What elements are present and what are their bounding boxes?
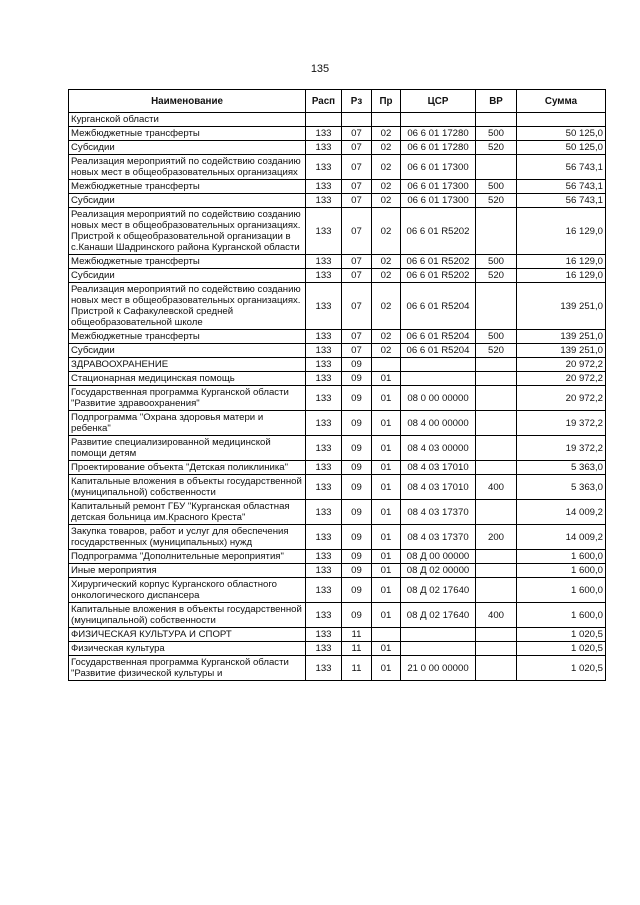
cell-sum: 139 251,0 [517, 330, 606, 344]
cell-csr: 06 6 01 R5202 [401, 269, 476, 283]
cell-pr: 02 [372, 269, 401, 283]
cell-rz: 09 [342, 525, 372, 550]
cell-rz: 07 [342, 180, 372, 194]
cell-vr [476, 358, 517, 372]
cell-rz: 09 [342, 358, 372, 372]
cell-rasp: 133 [306, 461, 342, 475]
cell-csr: 06 6 01 R5204 [401, 344, 476, 358]
cell-pr: 01 [372, 411, 401, 436]
cell-pr: 02 [372, 344, 401, 358]
cell-vr [476, 386, 517, 411]
cell-name: Субсидии [69, 344, 306, 358]
cell-name: Субсидии [69, 141, 306, 155]
cell-csr: 08 4 03 17010 [401, 461, 476, 475]
cell-rz: 07 [342, 141, 372, 155]
cell-name: Межбюджетные трансферты [69, 255, 306, 269]
cell-vr: 500 [476, 330, 517, 344]
table-row [69, 255, 606, 269]
header-rz: Рз [342, 90, 372, 113]
cell-name: Физическая культура [69, 642, 306, 656]
cell-rasp: 133 [306, 656, 342, 681]
cell-rz: 11 [342, 656, 372, 681]
cell-name: Межбюджетные трансферты [69, 330, 306, 344]
cell-sum: 20 972,2 [517, 358, 606, 372]
cell-csr [401, 642, 476, 656]
cell-csr [401, 628, 476, 642]
cell-csr [401, 372, 476, 386]
cell-pr: 01 [372, 525, 401, 550]
table-row [69, 330, 606, 344]
cell-rasp: 133 [306, 141, 342, 155]
cell-name: Подпрограмма "Дополнительные мероприятия" [69, 550, 306, 564]
cell-pr: 01 [372, 386, 401, 411]
cell-rasp: 133 [306, 525, 342, 550]
cell-pr: 01 [372, 475, 401, 500]
cell-vr [476, 411, 517, 436]
cell-sum: 20 972,2 [517, 386, 606, 411]
cell-sum: 1 020,5 [517, 656, 606, 681]
cell-vr: 520 [476, 141, 517, 155]
cell-rz: 07 [342, 330, 372, 344]
cell-pr: 02 [372, 180, 401, 194]
cell-rz: 09 [342, 461, 372, 475]
table-body [69, 113, 606, 681]
cell-rasp [306, 113, 342, 127]
cell-vr [476, 461, 517, 475]
cell-vr: 400 [476, 603, 517, 628]
cell-name: Реализация мероприятий по содействию созданию новых мест в общеобразовательных организациях. Пристрой к Сафакулевской средней общеобразовательной школе [69, 283, 306, 330]
cell-vr [476, 208, 517, 255]
cell-csr: 06 6 01 R5204 [401, 283, 476, 330]
cell-sum: 50 125,0 [517, 127, 606, 141]
cell-sum: 5 363,0 [517, 461, 606, 475]
cell-csr: 06 6 01 R5202 [401, 255, 476, 269]
table-row [69, 436, 606, 461]
cell-name: Иные мероприятия [69, 564, 306, 578]
table-row [69, 656, 606, 681]
table-row [69, 411, 606, 436]
cell-pr: 01 [372, 603, 401, 628]
table-row [69, 564, 606, 578]
cell-sum: 1 020,5 [517, 628, 606, 642]
cell-vr [476, 155, 517, 180]
cell-name: Межбюджетные трансферты [69, 180, 306, 194]
table-row [69, 155, 606, 180]
cell-rasp: 133 [306, 564, 342, 578]
table-row [69, 603, 606, 628]
table-row [69, 180, 606, 194]
cell-rz: 09 [342, 500, 372, 525]
cell-csr: 08 0 00 00000 [401, 386, 476, 411]
table-row [69, 475, 606, 500]
cell-name: Реализация мероприятий по содействию созданию новых мест в общеобразовательных организациях. Пристрой к общеобразовательной организации в с.Канаши Шадринского района Курганской области [69, 208, 306, 255]
cell-csr: 08 4 03 17370 [401, 525, 476, 550]
cell-rasp: 133 [306, 578, 342, 603]
table-row [69, 525, 606, 550]
header-name: Наименование [69, 90, 306, 113]
cell-vr [476, 642, 517, 656]
table-row [69, 358, 606, 372]
cell-pr: 02 [372, 155, 401, 180]
cell-vr [476, 564, 517, 578]
cell-rz: 09 [342, 436, 372, 461]
cell-name: Государственная программа Курганской области "Развитие здравоохранения" [69, 386, 306, 411]
cell-vr: 500 [476, 255, 517, 269]
cell-csr [401, 113, 476, 127]
cell-vr: 520 [476, 344, 517, 358]
cell-name: Развитие специализированной медицинской помощи детям [69, 436, 306, 461]
cell-sum: 20 972,2 [517, 372, 606, 386]
table-row [69, 628, 606, 642]
cell-sum: 14 009,2 [517, 525, 606, 550]
cell-csr: 06 6 01 R5202 [401, 208, 476, 255]
cell-rz: 09 [342, 475, 372, 500]
cell-rasp: 133 [306, 155, 342, 180]
cell-vr [476, 113, 517, 127]
cell-vr [476, 550, 517, 564]
cell-csr: 08 Д 02 00000 [401, 564, 476, 578]
cell-csr: 06 6 01 17280 [401, 141, 476, 155]
cell-pr [372, 358, 401, 372]
cell-rasp: 133 [306, 180, 342, 194]
cell-sum: 139 251,0 [517, 283, 606, 330]
cell-sum: 5 363,0 [517, 475, 606, 500]
cell-pr: 01 [372, 550, 401, 564]
cell-sum: 56 743,1 [517, 194, 606, 208]
cell-name: Подпрограмма "Охрана здоровья матери и ребенка" [69, 411, 306, 436]
cell-pr: 01 [372, 436, 401, 461]
cell-sum: 56 743,1 [517, 155, 606, 180]
cell-csr: 21 0 00 00000 [401, 656, 476, 681]
cell-pr: 01 [372, 656, 401, 681]
cell-pr: 02 [372, 283, 401, 330]
cell-name: Курганской области [69, 113, 306, 127]
cell-rasp: 133 [306, 475, 342, 500]
cell-pr: 02 [372, 141, 401, 155]
cell-rz: 09 [342, 411, 372, 436]
cell-rasp: 133 [306, 330, 342, 344]
cell-rasp: 133 [306, 550, 342, 564]
header-rasp: Расп [306, 90, 342, 113]
cell-pr [372, 113, 401, 127]
cell-sum: 1 600,0 [517, 603, 606, 628]
cell-vr [476, 500, 517, 525]
table-row [69, 269, 606, 283]
cell-sum: 14 009,2 [517, 500, 606, 525]
budget-table [68, 89, 606, 681]
table-row [69, 208, 606, 255]
table-row [69, 283, 606, 330]
cell-pr: 02 [372, 127, 401, 141]
cell-pr: 01 [372, 372, 401, 386]
table-header-row [69, 90, 606, 113]
cell-rasp: 133 [306, 127, 342, 141]
cell-pr: 01 [372, 642, 401, 656]
page-number: 135 [310, 63, 330, 75]
table-row [69, 642, 606, 656]
cell-csr: 06 6 01 17300 [401, 155, 476, 180]
cell-sum [517, 113, 606, 127]
cell-name: Реализация мероприятий по содействию созданию новых мест в общеобразовательных организациях [69, 155, 306, 180]
cell-pr: 02 [372, 330, 401, 344]
cell-vr [476, 628, 517, 642]
cell-rasp: 133 [306, 603, 342, 628]
cell-rasp: 133 [306, 194, 342, 208]
cell-rz: 07 [342, 283, 372, 330]
cell-pr: 01 [372, 578, 401, 603]
table-row [69, 550, 606, 564]
cell-pr [372, 628, 401, 642]
cell-sum: 1 600,0 [517, 550, 606, 564]
cell-vr [476, 436, 517, 461]
cell-name: Хирургический корпус Курганского областного онкологического диспансера [69, 578, 306, 603]
cell-rasp: 133 [306, 628, 342, 642]
table-row [69, 344, 606, 358]
cell-sum: 56 743,1 [517, 180, 606, 194]
cell-rasp: 133 [306, 358, 342, 372]
cell-rz: 07 [342, 194, 372, 208]
cell-pr: 02 [372, 255, 401, 269]
cell-name: Капитальные вложения в объекты государственной (муниципальной) собственности [69, 603, 306, 628]
cell-pr: 01 [372, 564, 401, 578]
table-row [69, 386, 606, 411]
cell-rasp: 133 [306, 500, 342, 525]
cell-name: Закупка товаров, работ и услуг для обеспечения государственных (муниципальных) нужд [69, 525, 306, 550]
cell-rasp: 133 [306, 642, 342, 656]
header-sum: Сумма [517, 90, 606, 113]
cell-rz: 09 [342, 603, 372, 628]
cell-rasp: 133 [306, 344, 342, 358]
cell-csr: 06 6 01 17280 [401, 127, 476, 141]
cell-csr: 08 4 03 00000 [401, 436, 476, 461]
table-row [69, 500, 606, 525]
cell-csr: 08 4 00 00000 [401, 411, 476, 436]
cell-sum: 1 020,5 [517, 642, 606, 656]
cell-rasp: 133 [306, 386, 342, 411]
cell-csr: 06 6 01 17300 [401, 180, 476, 194]
cell-name: ФИЗИЧЕСКАЯ КУЛЬТУРА И СПОРТ [69, 628, 306, 642]
cell-csr [401, 358, 476, 372]
cell-vr [476, 372, 517, 386]
cell-csr: 06 6 01 R5204 [401, 330, 476, 344]
cell-rasp: 133 [306, 372, 342, 386]
cell-sum: 19 372,2 [517, 411, 606, 436]
cell-rasp: 133 [306, 269, 342, 283]
table-row [69, 372, 606, 386]
cell-rz: 07 [342, 208, 372, 255]
cell-rz: 11 [342, 628, 372, 642]
cell-sum: 1 600,0 [517, 578, 606, 603]
cell-rz: 09 [342, 372, 372, 386]
cell-csr: 08 Д 02 17640 [401, 603, 476, 628]
cell-rasp: 133 [306, 255, 342, 269]
cell-vr [476, 578, 517, 603]
cell-name: Межбюджетные трансферты [69, 127, 306, 141]
cell-vr: 520 [476, 194, 517, 208]
cell-sum: 50 125,0 [517, 141, 606, 155]
cell-rz: 07 [342, 255, 372, 269]
cell-vr: 500 [476, 180, 517, 194]
cell-rz: 09 [342, 564, 372, 578]
header-csr: ЦСР [401, 90, 476, 113]
cell-sum: 1 600,0 [517, 564, 606, 578]
cell-pr: 01 [372, 461, 401, 475]
cell-sum: 16 129,0 [517, 208, 606, 255]
cell-name: Капитальный ремонт ГБУ "Курганская областная детская больница им.Красного Креста" [69, 500, 306, 525]
cell-rasp: 133 [306, 208, 342, 255]
cell-vr [476, 283, 517, 330]
cell-name: ЗДРАВООХРАНЕНИЕ [69, 358, 306, 372]
cell-csr: 08 4 03 17010 [401, 475, 476, 500]
cell-pr: 02 [372, 208, 401, 255]
cell-sum: 16 129,0 [517, 255, 606, 269]
table-row [69, 141, 606, 155]
cell-csr: 08 Д 02 17640 [401, 578, 476, 603]
cell-vr: 520 [476, 269, 517, 283]
cell-rz: 09 [342, 578, 372, 603]
cell-vr [476, 656, 517, 681]
table-row [69, 194, 606, 208]
cell-name: Субсидии [69, 194, 306, 208]
cell-rz: 07 [342, 269, 372, 283]
cell-name: Субсидии [69, 269, 306, 283]
cell-sum: 139 251,0 [517, 344, 606, 358]
cell-pr: 02 [372, 194, 401, 208]
cell-rz [342, 113, 372, 127]
cell-rz: 07 [342, 155, 372, 180]
cell-pr: 01 [372, 500, 401, 525]
cell-csr: 08 Д 00 00000 [401, 550, 476, 564]
cell-vr: 200 [476, 525, 517, 550]
cell-csr: 08 4 03 17370 [401, 500, 476, 525]
cell-csr: 06 6 01 17300 [401, 194, 476, 208]
header-pr: Пр [372, 90, 401, 113]
cell-rz: 07 [342, 344, 372, 358]
cell-rz: 09 [342, 550, 372, 564]
cell-sum: 16 129,0 [517, 269, 606, 283]
cell-name: Проектирование объекта "Детская поликлиника" [69, 461, 306, 475]
cell-rasp: 133 [306, 283, 342, 330]
cell-rz: 11 [342, 642, 372, 656]
cell-rasp: 133 [306, 436, 342, 461]
cell-rz: 07 [342, 127, 372, 141]
cell-name: Стационарная медицинская помощь [69, 372, 306, 386]
cell-name: Капитальные вложения в объекты государственной (муниципальной) собственности [69, 475, 306, 500]
table-row [69, 461, 606, 475]
table-row [69, 113, 606, 127]
cell-rasp: 133 [306, 411, 342, 436]
cell-rz: 09 [342, 386, 372, 411]
cell-vr: 400 [476, 475, 517, 500]
header-vr: ВР [476, 90, 517, 113]
table-row [69, 127, 606, 141]
cell-vr: 500 [476, 127, 517, 141]
table-row [69, 578, 606, 603]
cell-sum: 19 372,2 [517, 436, 606, 461]
cell-name: Государственная программа Курганской области "Развитие физической культуры и [69, 656, 306, 681]
